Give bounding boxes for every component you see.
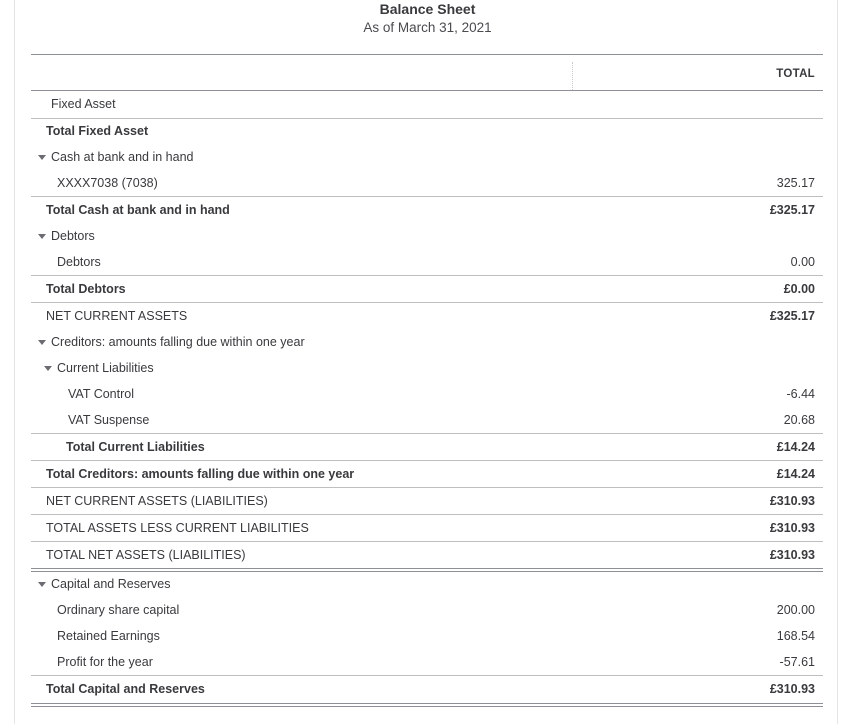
section-toggle[interactable] — [38, 571, 171, 597]
row-label: VAT Control — [68, 387, 134, 401]
report-title: Balance Sheet — [379, 1, 476, 17]
row-creditors-section[interactable] — [31, 329, 823, 355]
row-label: Fixed Asset — [51, 97, 116, 111]
row-cash-section[interactable] — [31, 144, 823, 170]
row-vat-control — [31, 381, 823, 407]
row-vat-suspense — [31, 407, 823, 433]
row-value-link[interactable]: 0.00 — [790, 255, 815, 269]
row-value-link[interactable]: 200.00 — [776, 603, 815, 617]
row-value-link[interactable]: 325.17 — [776, 176, 815, 190]
row-total-debtors — [31, 276, 823, 302]
double-rule-bottom — [31, 706, 823, 707]
row-label: Total Current Liabilities — [66, 440, 205, 454]
row-value: £310.93 — [769, 521, 815, 535]
row-total-net-assets — [31, 542, 823, 568]
row-debtors-account — [31, 249, 823, 275]
column-resize-handle[interactable] — [572, 62, 573, 90]
row-value: £325.17 — [769, 203, 815, 217]
chevron-down-icon[interactable] — [38, 582, 46, 587]
row-label: Total Creditors: amounts falling due within one year — [46, 467, 355, 481]
row-label: NET CURRENT ASSETS (LIABILITIES) — [46, 494, 268, 508]
row-value: £310.93 — [769, 494, 815, 508]
row-value: £310.93 — [769, 682, 815, 696]
report-date: As of March 31, 2021 — [363, 20, 492, 35]
chevron-down-icon[interactable] — [38, 234, 46, 239]
row-label: Total Cash at bank and in hand — [46, 203, 230, 217]
row-value: £14.24 — [776, 440, 815, 454]
row-label: XXXX7038 (7038) — [57, 176, 158, 190]
row-label: Capital and Reserves — [51, 577, 171, 591]
row-current-liabilities-section[interactable] — [31, 355, 823, 381]
row-net-current-assets-liabilities — [31, 488, 823, 514]
row-fixed-asset — [31, 91, 823, 117]
row-label: Total Fixed Asset — [46, 124, 149, 138]
row-total-creditors — [31, 461, 823, 487]
row-value: £325.17 — [769, 309, 815, 323]
double-rule-top — [31, 568, 823, 569]
row-total-assets-less-current-liabilities — [31, 515, 823, 541]
row-total-cash — [31, 197, 823, 223]
row-capital-section[interactable] — [31, 571, 823, 597]
row-total-fixed-asset — [31, 118, 823, 144]
chevron-down-icon[interactable] — [38, 340, 46, 345]
row-label: Profit for the year — [57, 655, 153, 669]
row-retained-earnings — [31, 623, 823, 649]
row-profit-for-year — [31, 649, 823, 675]
row-label: VAT Suspense — [68, 413, 150, 427]
row-net-current-assets — [31, 303, 823, 329]
row-label: NET CURRENT ASSETS — [46, 309, 188, 323]
row-label: Total Debtors — [46, 282, 126, 296]
row-label: Creditors: amounts falling due within one year — [51, 335, 305, 349]
row-ordinary-share-capital — [31, 597, 823, 623]
row-label: Retained Earnings — [57, 629, 160, 643]
chevron-down-icon[interactable] — [44, 366, 52, 371]
row-value-link[interactable]: 20.68 — [783, 413, 815, 427]
row-label: TOTAL NET ASSETS (LIABILITIES) — [46, 548, 246, 562]
row-label: Debtors — [57, 255, 101, 269]
row-label: Ordinary share capital — [57, 603, 180, 617]
report-frame-right-border — [837, 0, 838, 724]
row-value-link[interactable]: 168.54 — [776, 629, 815, 643]
row-label: Total Capital and Reserves — [46, 682, 205, 696]
row-total-capital — [31, 676, 823, 702]
row-label: Current Liabilities — [57, 361, 154, 375]
section-toggle[interactable] — [44, 355, 154, 381]
row-debtors-section[interactable] — [31, 223, 823, 249]
header-top-rule — [31, 54, 823, 55]
row-value: £310.93 — [769, 548, 815, 562]
report-frame-left-border — [14, 0, 15, 724]
column-header-total[interactable]: TOTAL — [776, 68, 815, 80]
row-value-link[interactable]: -6.44 — [786, 387, 815, 401]
row-label: Debtors — [51, 229, 95, 243]
chevron-down-icon[interactable] — [38, 155, 46, 160]
row-value: £14.24 — [776, 467, 815, 481]
section-toggle[interactable] — [38, 329, 305, 355]
row-value-link[interactable]: -57.61 — [779, 655, 815, 669]
row-label: Cash at bank and in hand — [51, 150, 194, 164]
row-value: £0.00 — [783, 282, 815, 296]
section-toggle[interactable] — [38, 223, 95, 249]
row-cash-account — [31, 170, 823, 196]
row-label: TOTAL ASSETS LESS CURRENT LIABILITIES — [46, 521, 309, 535]
double-rule-top — [31, 703, 823, 704]
row-total-current-liabilities — [31, 434, 823, 460]
section-toggle[interactable] — [38, 144, 193, 170]
